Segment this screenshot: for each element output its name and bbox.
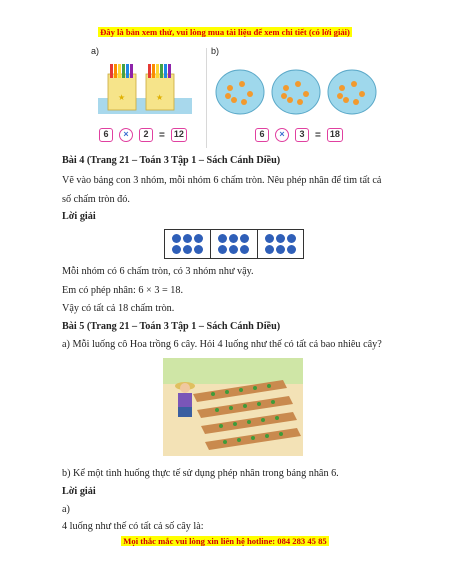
dot: [172, 234, 181, 243]
bai5-question-b: b) Kể một tình huống thực tế sử dụng phép nhân trong bảng nhân 6.: [62, 468, 339, 479]
figure-a-label: a): [91, 46, 100, 56]
bai4-question: Vẽ vào bảng con 3 nhóm, mỗi nhóm 6 chấm tròn. Nêu phép nhân để tìm tất cả số chấm tròn đó.: [62, 175, 382, 205]
dot-group-2: [211, 230, 257, 258]
fishbowl-2: [272, 70, 320, 114]
fishbowl-3: [328, 70, 376, 114]
gardener-figure: [175, 382, 195, 417]
dot: [287, 234, 296, 243]
equation-b-n1: 6: [255, 128, 269, 142]
svg-text:★: ★: [118, 93, 126, 102]
figure-divider: [206, 48, 207, 148]
dot-groups-board: [164, 229, 304, 259]
dot: [229, 245, 238, 254]
dot: [265, 234, 274, 243]
equation-b: [255, 128, 343, 142]
dot: [194, 245, 203, 254]
bai5-question-a: a) Mỗi luống cô Hoa trồng 6 cây. Hỏi 4 luống như thế có tất cả bao nhiêu cây?: [62, 339, 382, 350]
dot: [183, 234, 192, 243]
bai5-answer-a-label: a): [62, 504, 70, 515]
fishbowls-illustration: [214, 64, 378, 118]
bai4-title: Bài 4 (Trang 21 – Toán 3 Tập 1 – Sách Cánh Diều): [62, 155, 281, 166]
equation-b-result: 18: [327, 128, 343, 142]
fishbowl-1: [216, 70, 264, 114]
dot-group-1: [165, 230, 211, 258]
bai4-line1: Mỗi nhóm có 6 chấm tròn, có 3 nhóm như vậy.: [62, 266, 254, 277]
garden-illustration: [163, 358, 303, 456]
equation-a-n1: 6: [99, 128, 113, 142]
equation-a-equals: =: [159, 129, 165, 141]
dot: [240, 234, 249, 243]
dot-group-3: [258, 230, 303, 258]
equation-b-equals: =: [315, 129, 321, 141]
dot: [276, 234, 285, 243]
bai4-solution-label: Lời giải: [62, 211, 96, 222]
dot: [194, 234, 203, 243]
crayon-box-1: [108, 64, 136, 110]
equation-a-result: 12: [171, 128, 187, 142]
equation-b-operator: ×: [275, 128, 289, 142]
dot: [218, 245, 227, 254]
equation-a-operator: ×: [119, 128, 133, 142]
equation-a: [99, 128, 187, 142]
preview-banner: Đây là bản xem thử, vui lòng mua tài liệu để xem chi tiết (có lời giải): [100, 27, 350, 37]
bai5-solution-label: Lời giải: [62, 486, 96, 497]
dot: [218, 234, 227, 243]
bai5-answer-a-line: 4 luống như thế có tất cả số cây là:: [62, 521, 204, 532]
dot: [229, 234, 238, 243]
dot: [265, 245, 274, 254]
crayon-box-2: [146, 64, 174, 110]
bai4-line2: Em có phép nhân: 6 × 3 = 18.: [62, 285, 183, 296]
svg-text:★: ★: [156, 93, 164, 102]
dot: [240, 245, 249, 254]
hotline-banner: Mọi thắc mắc vui lòng xin liên hệ hotline: 084 283 45 85: [123, 536, 327, 546]
equation-b-n2: 3: [295, 128, 309, 142]
bai4-line3: Vậy có tất cả 18 chấm tròn.: [62, 303, 175, 314]
equation-a-n2: 2: [139, 128, 153, 142]
dot: [276, 245, 285, 254]
dot: [287, 245, 296, 254]
bai5-title: Bài 5 (Trang 21 – Toán 3 Tập 1 – Sách Cánh Diều): [62, 321, 281, 332]
crayon-boxes-illustration: [90, 58, 200, 118]
dot: [172, 245, 181, 254]
figure-b-label: b): [211, 46, 220, 56]
dot: [183, 245, 192, 254]
